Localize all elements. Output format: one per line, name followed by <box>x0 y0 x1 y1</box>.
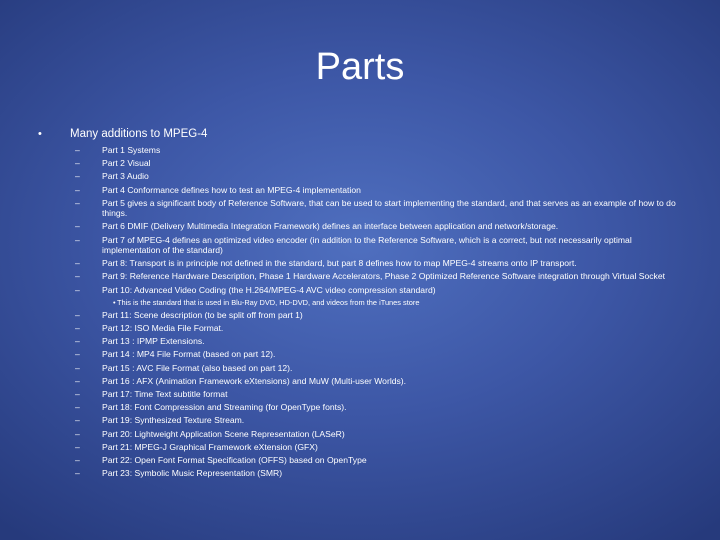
list-item-text: Part 14 : MP4 File Format (based on part 12). <box>102 349 276 360</box>
list-item-text: Part 20: Lightweight Application Scene Representation (LASeR) <box>102 428 345 439</box>
list-item <box>75 323 685 333</box>
dash-marker: – <box>75 389 80 400</box>
list-item <box>75 285 685 295</box>
list-item <box>75 336 685 346</box>
dash-marker: – <box>75 323 80 334</box>
list-item-text: Part 19: Synthesized Texture Stream. <box>102 415 245 426</box>
list-item <box>75 376 685 386</box>
list-item-text: Part 13 : IPMP Extensions. <box>102 336 205 347</box>
list-item <box>75 158 685 168</box>
sub-bullet-marker: • <box>113 297 116 307</box>
dash-marker: – <box>75 428 80 439</box>
list-item-text: Part 7 of MPEG-4 defines an optimized video encoder (in addition to the Reference Software, which is a correct, but not necessarily optimal implementation of the standard) <box>102 234 632 256</box>
dash-marker: – <box>75 455 80 466</box>
list-item <box>75 442 685 452</box>
list-item-text: Part 12: ISO Media File Format. <box>102 323 224 334</box>
list-item <box>75 402 685 412</box>
dash-marker: – <box>75 362 80 373</box>
list-item <box>75 455 685 465</box>
list-item <box>75 429 685 439</box>
dash-marker: – <box>75 234 80 245</box>
list-item-text: Part 8: Transport is in principle not defined in the standard, but part 8 defines how to map MPEG-4 streams onto IP transport. <box>102 258 577 269</box>
list-item <box>75 271 685 281</box>
parts-list <box>75 145 685 481</box>
list-item-text: Part 9: Reference Hardware Description, Phase 1 Hardware Accelerators, Phase 2 Optimized Reference Software integration through Virtual Socket <box>102 271 666 282</box>
dash-marker: – <box>75 258 80 269</box>
list-item-text: Part 1 Systems <box>102 145 161 155</box>
bullet-marker: • <box>38 128 42 140</box>
list-item <box>75 389 685 399</box>
list-item <box>75 468 685 478</box>
main-bullet-text: Many additions to MPEG-4 <box>70 128 208 140</box>
slide-title: Parts <box>315 46 405 88</box>
dash-marker: – <box>75 375 80 386</box>
list-item-text: Part 2 Visual <box>102 158 151 169</box>
dash-marker: – <box>75 336 80 347</box>
dash-marker: – <box>75 158 80 169</box>
dash-marker: – <box>75 415 80 426</box>
list-item <box>75 145 685 155</box>
list-item <box>75 171 685 181</box>
list-item <box>75 198 685 219</box>
list-item-text: Part 5 gives a significant body of Reference Software, that can be used to start implementing the standard, and that serves as an example of how to do things. <box>102 197 676 219</box>
list-item-text: Part 11: Scene description (to be split off from part 1) <box>102 309 303 320</box>
list-item-text: Part 4 Conformance defines how to test an MPEG-4 implementation <box>102 184 361 195</box>
dash-marker: – <box>75 184 80 195</box>
dash-marker: – <box>75 468 80 479</box>
dash-marker: – <box>75 171 80 182</box>
list-item <box>75 415 685 425</box>
list-item <box>75 363 685 373</box>
list-item-text: Part 18: Font Compression and Streaming (for OpenType fonts). <box>102 402 347 413</box>
list-item <box>75 310 685 320</box>
sub-list-item <box>75 298 685 308</box>
sub-list-item-text: This is the standard that is used in Blu-Ray DVD, HD-DVD, and videos from the iTunes store <box>117 297 420 307</box>
dash-marker: – <box>75 145 80 155</box>
list-item-text: Part 21: MPEG-J Graphical Framework eXtension (GFX) <box>102 441 318 452</box>
list-item-text: Part 22: Open Font Format Specification (OFFS) based on OpenType <box>102 455 367 466</box>
dash-marker: – <box>75 221 80 232</box>
dash-marker: – <box>75 284 80 295</box>
list-item <box>75 235 685 256</box>
dash-marker: – <box>75 402 80 413</box>
dash-marker: – <box>75 197 80 208</box>
dash-marker: – <box>75 309 80 320</box>
dash-marker: – <box>75 441 80 452</box>
dash-marker: – <box>75 271 80 282</box>
list-item-text: Part 3 Audio <box>102 171 149 182</box>
list-item <box>75 221 685 231</box>
list-item <box>75 258 685 268</box>
list-item-text: Part 23: Symbolic Music Representation (SMR) <box>102 468 283 479</box>
dash-marker: – <box>75 349 80 360</box>
list-item <box>75 349 685 359</box>
list-item-text: Part 16 : AFX (Animation Framework eXtensions) and MuW (Multi-user Worlds). <box>102 375 407 386</box>
list-item-text: Part 17: Time Text subtitle format <box>102 389 228 400</box>
list-item-text: Part 15 : AVC File Format (also based on part 12). <box>102 362 293 373</box>
list-item-text: Part 6 DMIF (Delivery Multimedia Integration Framework) defines an interface between application and network/storage. <box>102 221 559 232</box>
list-item-text: Part 10: Advanced Video Coding (the H.264/MPEG-4 AVC video compression standard) <box>102 284 436 295</box>
list-item <box>75 185 685 195</box>
